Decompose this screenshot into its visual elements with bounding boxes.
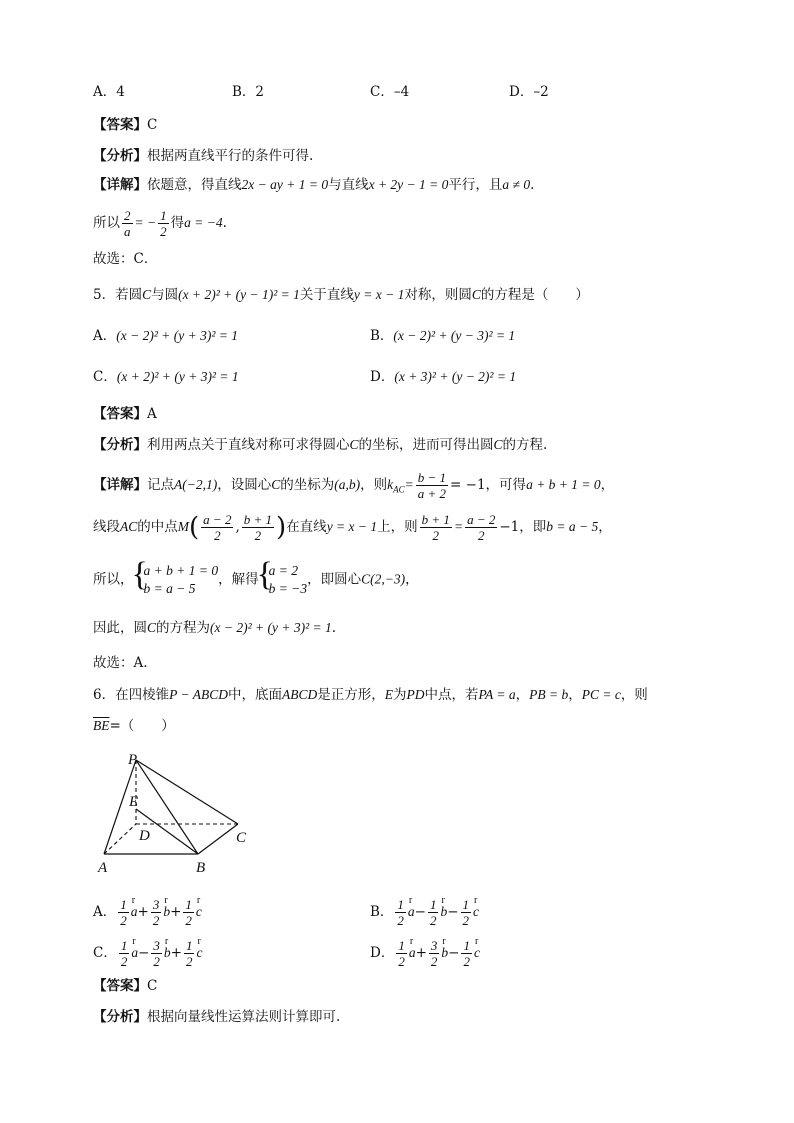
vector: r b: [441, 944, 448, 962]
fraction: [429, 938, 440, 969]
detail-tag: 【详解】: [93, 477, 147, 493]
numerator: 1: [429, 897, 437, 912]
fraction: [184, 938, 195, 969]
denominator: 2: [152, 913, 160, 928]
numerator: a − 2: [203, 512, 232, 527]
equation: (x + 2)² + (y − 1)² = 1: [178, 287, 300, 302]
stem-text: =（ ）: [109, 718, 175, 734]
q4-conclusion: 故选：C．: [93, 251, 158, 267]
denominator: 2: [432, 528, 440, 543]
detail-text: ，设圆心: [217, 477, 272, 493]
q5-stem: [93, 286, 589, 304]
equation: C(2,−3): [361, 571, 406, 587]
detail-text: 的坐标为: [280, 477, 335, 493]
equation: a ≠ 0: [502, 177, 531, 192]
fraction: [428, 897, 439, 928]
equation: C: [493, 437, 503, 452]
fraction: [416, 470, 448, 501]
fraction: [395, 897, 406, 928]
label-e: E: [129, 794, 139, 810]
fraction: [151, 897, 162, 928]
denominator: 2: [160, 224, 167, 239]
equation: E: [384, 687, 393, 702]
vector: r b: [440, 903, 447, 921]
numerator: 3: [152, 897, 160, 912]
answer-tag: 【答案】: [93, 406, 147, 422]
vector-eq: PB = b: [529, 687, 569, 702]
answer-value: A: [147, 406, 157, 422]
stem-text: 与圆: [151, 287, 179, 303]
option-label: B．: [370, 328, 394, 344]
analysis-text: 的方程.: [502, 437, 548, 453]
equation: { a = 2: [268, 563, 298, 578]
numerator: b − 1: [417, 470, 447, 485]
analysis-tag: 【分析】: [93, 1009, 147, 1025]
fraction: [118, 897, 129, 928]
option-label: C．: [93, 945, 117, 961]
denominator: 2: [430, 954, 438, 969]
equation: y = x − 1: [353, 287, 405, 302]
stem-text: 5．若圆: [93, 287, 143, 303]
stem-text: 中，底面: [227, 687, 282, 703]
q4-option-d: D．–2: [509, 84, 549, 100]
numerator: 3: [430, 938, 438, 953]
operator: +: [415, 945, 427, 961]
operator: −: [447, 904, 459, 920]
detail-text: 依题意，得直线: [147, 177, 242, 193]
detail-text: ，: [600, 477, 615, 493]
equation: =: [404, 477, 414, 492]
equation: y = x − 1: [326, 519, 378, 534]
q5-option-b: [370, 327, 515, 345]
equation-system: [259, 562, 307, 598]
denominator: 2: [185, 913, 192, 928]
vector: r a: [409, 944, 416, 962]
analysis-text: 的坐标，进而可得出圆: [358, 437, 494, 453]
q6-stem-2: [93, 717, 175, 735]
label-a: A: [98, 860, 108, 876]
detail-text: 的方程为: [156, 620, 211, 636]
q6-option-c: [93, 938, 202, 969]
equation: ABCD: [281, 687, 318, 702]
q5-conclusion: 故选：A.: [93, 655, 148, 671]
equation: b = −3: [268, 581, 308, 596]
stem-text: 6．在四棱锥: [93, 687, 170, 703]
detail-text: 在直线: [286, 519, 327, 535]
q5-detail-2: 线段AC的中点M( $\frac{a - 2}{2}$ , $\frac{b + 1}{2}$ )在直线y = x − 1上，则 $\frac{b + 1}{2}$ = $\frac{a - 2}{2}$ −1，即b = a − 5，: [93, 512, 612, 543]
detail-text: 记点: [147, 477, 174, 493]
numerator: 1: [185, 938, 193, 953]
vector: r c: [196, 903, 202, 921]
analysis-text: 利用两点关于直线对称可求得圆心: [147, 437, 350, 453]
equation: A(−2,1): [174, 477, 218, 492]
stem-text: 为: [392, 687, 407, 703]
fraction: [122, 208, 133, 239]
detail-tag: 【详解】: [93, 177, 147, 193]
q4-option-c: C．–4: [370, 84, 410, 100]
denominator: 2: [397, 913, 404, 928]
equation: C: [142, 287, 152, 302]
detail-text: ，: [598, 519, 612, 535]
denominator: 2: [254, 528, 262, 543]
detail-text: = −1，可得: [450, 477, 527, 493]
equation: 2x − ay + 1 = 0: [241, 177, 329, 192]
numerator: b + 1: [243, 512, 273, 527]
option-expr: (x − 2)² + (y + 3)² = 1: [116, 328, 239, 343]
fraction: [183, 897, 194, 928]
q5-option-a: [93, 327, 238, 345]
q6-stem-1: [93, 686, 648, 704]
q4-detail: [93, 176, 534, 194]
equation: a = −4: [184, 215, 223, 230]
equation: C: [471, 287, 481, 302]
fraction: [151, 938, 162, 969]
denominator: 2: [153, 954, 160, 969]
operator: +: [170, 945, 182, 961]
denominator: 2: [477, 528, 485, 543]
equation: C: [147, 620, 157, 635]
numerator: 1: [463, 938, 470, 953]
numerator: 1: [185, 897, 192, 912]
q4-option-a: A．4: [93, 84, 125, 100]
detail-text: 因此，圆: [93, 620, 147, 636]
vector: r a: [131, 944, 138, 962]
detail-text: 上，则: [377, 519, 418, 535]
equation: k: [387, 477, 394, 492]
detail-text: ，: [405, 571, 419, 588]
operator: −: [414, 904, 426, 920]
fraction: [420, 512, 452, 543]
vector: r b: [164, 944, 171, 962]
denominator: 2: [398, 954, 405, 969]
q4-analysis: [93, 147, 313, 165]
stem-text: 中点，若: [424, 687, 479, 703]
q6-option-b: [370, 897, 479, 928]
vector: r a: [131, 903, 138, 921]
vector: r b: [163, 903, 170, 921]
vector-eq: PC = c: [581, 687, 621, 702]
operator: −: [448, 945, 460, 961]
analysis-text: 根据两直线平行的条件可得.: [147, 148, 314, 164]
equation: AC: [120, 519, 138, 534]
option-expr: (x + 2)² + (y + 3)² = 1: [116, 369, 239, 384]
numerator: 1: [462, 897, 470, 912]
q6-option-a: [93, 897, 202, 928]
subscript: AC: [393, 484, 405, 495]
fraction: [461, 897, 472, 928]
numerator: a − 2: [467, 512, 496, 527]
stem-text: ，: [515, 687, 530, 703]
equation: b = a − 5: [143, 581, 196, 596]
q5-option-d: [370, 368, 516, 386]
q4-so-line: [93, 208, 227, 239]
numerator: 3: [153, 938, 160, 953]
option-label: D．: [370, 369, 395, 385]
detail-text: ，则: [360, 477, 388, 493]
q4-option-b: B．2: [232, 84, 265, 100]
fraction: [242, 512, 274, 543]
denominator: 2: [463, 954, 470, 969]
denominator: 2: [185, 954, 193, 969]
equation: a + b + 1 = 0: [526, 477, 601, 492]
detail-text: .: [331, 620, 337, 636]
denominator: a + 2: [417, 486, 447, 501]
equation: M: [177, 519, 190, 534]
fraction: [119, 938, 130, 969]
equation: =: [453, 519, 464, 534]
denominator: 2: [462, 913, 470, 928]
equation: C: [271, 477, 281, 492]
stem-text: ，: [568, 687, 582, 703]
numerator: b + 1: [421, 512, 450, 527]
denominator: 2: [214, 528, 221, 543]
fraction: [158, 208, 169, 239]
denominator: 2: [120, 913, 127, 928]
stem-text: ，则: [620, 687, 648, 703]
denominator: 2: [429, 913, 437, 928]
numerator: 1: [120, 897, 127, 912]
answer-value: C: [147, 978, 158, 994]
answer-value: C: [147, 117, 158, 133]
detail-text: 平行，且: [448, 177, 503, 193]
edge-bc: [198, 824, 238, 854]
stem-text: 是正方形，: [317, 687, 385, 703]
detail-text: −1，即: [499, 519, 547, 535]
q6-answer: [93, 977, 157, 995]
detail-text: 所以，: [93, 571, 134, 588]
option-label: A．: [93, 904, 117, 920]
answer-tag: 【答案】: [93, 978, 147, 994]
equation: b = a − 5: [546, 519, 599, 534]
q5-detail-1: [93, 470, 614, 501]
detail-text: 的中点: [137, 519, 178, 535]
vector: r c: [474, 944, 480, 962]
vector-eq: PA = a: [478, 687, 516, 702]
fraction: [396, 938, 407, 969]
equation: { a + b + 1 = 0: [143, 563, 219, 578]
numerator: 1: [398, 938, 405, 953]
vector: r c: [196, 944, 202, 962]
label-d: D: [139, 828, 150, 844]
option-expr: (x + 3)² + (y − 2)² = 1: [394, 369, 517, 384]
option-label: C．: [93, 369, 117, 385]
q5-detail-4: [93, 619, 336, 637]
analysis-tag: 【分析】: [93, 148, 147, 164]
equation: P − ABCD: [169, 687, 228, 702]
denominator: 2: [120, 954, 128, 969]
equation: x + 2y − 1 = 0: [368, 177, 449, 192]
edge-pc: [136, 760, 238, 824]
equation: (x − 2)² + (y + 3)² = 1: [210, 620, 332, 635]
detail-text: .: [530, 177, 535, 193]
equation: PD: [406, 687, 425, 702]
q5-analysis: [93, 436, 547, 454]
equation: = −: [134, 215, 157, 230]
vector: $\overline{BE}$: [93, 718, 110, 733]
detail-text: ，解得: [218, 571, 259, 588]
numerator: 1: [160, 208, 167, 223]
detail-text: 线段: [93, 519, 120, 535]
denominator: a: [124, 224, 131, 239]
option-expr: (x − 2)² + (y − 3)² = 1: [393, 328, 516, 343]
pyramid-diagram: [96, 752, 266, 882]
label-c: C: [236, 830, 247, 846]
detail-text: 与直线: [328, 177, 369, 193]
label-b: B: [196, 860, 206, 876]
vector: r a: [408, 903, 415, 921]
operator: −: [138, 945, 150, 961]
option-label: B．: [370, 904, 394, 920]
q6-option-d: [370, 938, 480, 969]
numerator: 1: [120, 938, 128, 953]
fraction: [461, 938, 472, 969]
vector: r c: [473, 903, 479, 921]
q4-answer: [93, 116, 157, 134]
detail-text: 得: [170, 215, 185, 231]
q6-analysis: [93, 1008, 340, 1026]
q5-detail-3: [93, 562, 419, 598]
option-label: A．: [93, 328, 117, 344]
numerator: 1: [397, 897, 404, 912]
stem-text: 关于直线: [299, 287, 354, 303]
analysis-text: 根据向量线性运算法则计算即可.: [147, 1009, 341, 1025]
detail-text: ，即圆心: [307, 571, 362, 588]
equation-system: [134, 562, 219, 598]
q5-answer: [93, 405, 157, 423]
option-label: D．: [370, 945, 395, 961]
equation: C: [349, 437, 359, 452]
detail-text: 所以: [93, 215, 120, 231]
stem-text: 对称，则圆: [404, 287, 472, 303]
label-p: P: [128, 752, 138, 768]
answer-tag: 【答案】: [93, 117, 147, 133]
analysis-tag: 【分析】: [93, 437, 147, 453]
q5-option-c: [93, 368, 239, 386]
operator: +: [170, 904, 182, 920]
equation: (a,b): [334, 477, 361, 492]
stem-text: 的方程是（ ）: [480, 287, 589, 303]
detail-text: .: [222, 215, 227, 231]
fraction: [465, 512, 497, 543]
numerator: 2: [124, 208, 131, 223]
fraction: [201, 512, 233, 543]
operator: +: [137, 904, 149, 920]
